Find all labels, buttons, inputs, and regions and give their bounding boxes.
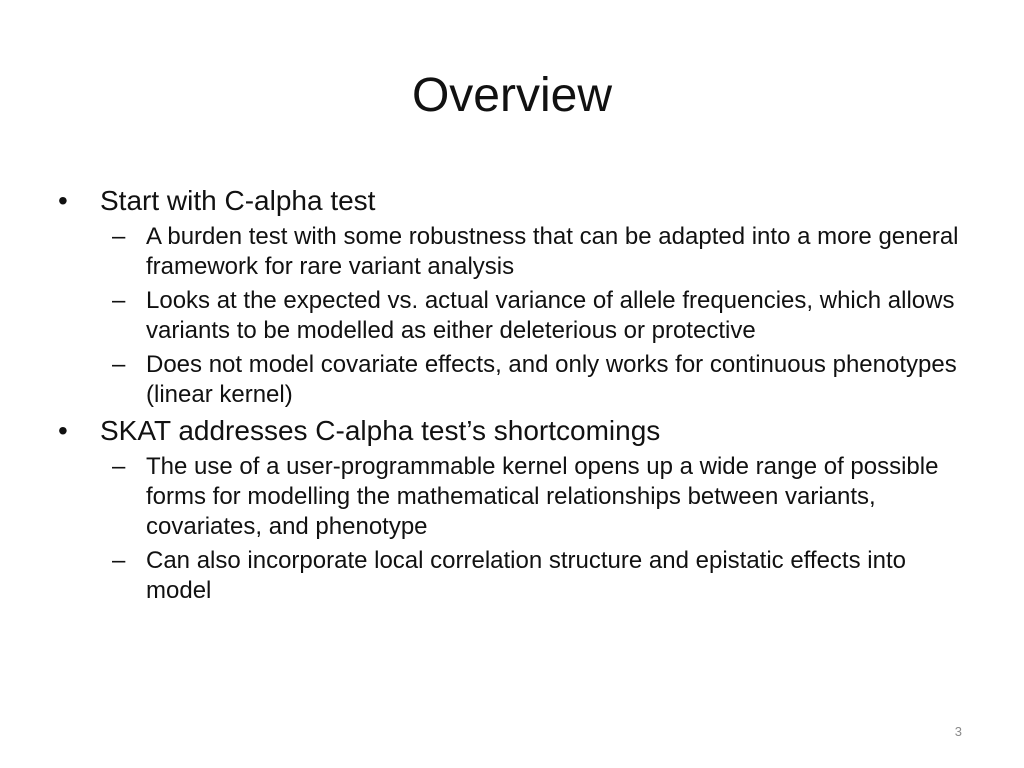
slide-content <box>58 180 968 606</box>
sub-bullet-marker: – <box>112 223 126 250</box>
sub-bullet-item <box>58 350 968 410</box>
sub-bullet-marker: – <box>112 351 126 378</box>
bullet-item <box>58 414 968 448</box>
page-number: 3 <box>954 724 962 739</box>
bullet-text: SKAT addresses C-alpha test’s shortcomings <box>100 415 661 446</box>
sub-bullet-text: Can also incorporate local correlation structure and epistatic effects into model <box>146 547 906 604</box>
bullet-marker: • <box>58 185 68 216</box>
sub-bullet-text: Does not model covariate effects, and only works for continuous phenotypes (linear kernel) <box>146 351 957 408</box>
bullet-text: Start with C-alpha test <box>100 185 376 216</box>
slide-title: Overview <box>411 69 613 122</box>
sub-bullet-marker: – <box>112 453 126 480</box>
bullet-item <box>58 184 968 218</box>
sub-bullet-text: The use of a user-programmable kernel opens up a wide range of possible forms for modelling the mathematical relationships between variants, covariates, and phenotype <box>146 453 939 540</box>
sub-bullet-item <box>58 546 968 606</box>
sub-bullet-marker: – <box>112 287 126 314</box>
sub-bullet-marker: – <box>112 547 126 574</box>
sub-bullet-text: A burden test with some robustness that can be adapted into a more general framework for rare variant analysis <box>146 223 959 280</box>
sub-bullet-item <box>58 222 968 282</box>
bullet-marker: • <box>58 415 68 446</box>
sub-bullet-item <box>58 452 968 542</box>
sub-bullet-text: Looks at the expected vs. actual variance of allele frequencies, which allows variants to be modelled as either deleterious or protective <box>146 287 955 344</box>
sub-bullet-item <box>58 286 968 346</box>
